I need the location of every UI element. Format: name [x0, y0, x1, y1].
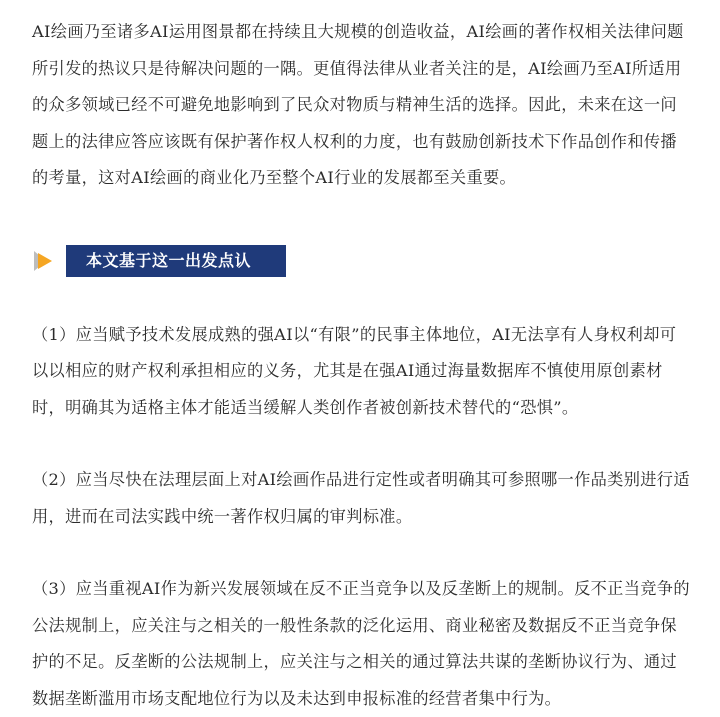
point-line: 公法规制上，应关注与之相关的一般性条款的泛化运用、商业秘密及数据反不正当竞争保: [32, 608, 692, 645]
intro-line: 的众多领域已经不可避免地影响到了民众对物质与精神生活的选择。因此，未来在这一问: [32, 87, 692, 124]
section-heading: [32, 245, 692, 277]
article-body: [32, 14, 692, 717]
point-line: （2）应当尽快在法理层面上对AI绘画作品进行定性或者明确其可参照哪一作品类别进行适: [32, 462, 692, 499]
point-line: （3）应当重视AI作为新兴发展领域在反不正当竞争以及反垄断上的规制。反不正当竞争的: [32, 571, 692, 608]
point-line: 护的不足。反垄断的公法规制上，应关注与之相关的通过算法共谋的垄断协议行为、通过: [32, 644, 692, 681]
paragraph-gap: [32, 535, 692, 571]
intro-line: 的考量，这对AI绘画的商业化乃至整个AI行业的发展都至关重要。: [32, 160, 692, 197]
point-2-paragraph: [32, 462, 692, 535]
point-line: 时，明确其为适格主体才能适当缓解人类创作者被创新技术替代的“恐惧”。: [32, 390, 692, 427]
intro-line: 所引发的热议只是待解决问题的一隅。更值得法律从业者关注的是，AI绘画乃至AI所适用: [32, 51, 692, 88]
play-triangle-icon: [32, 249, 56, 273]
point-line: 用，进而在司法实践中统一著作权归属的审判标准。: [32, 499, 692, 536]
point-line: （1）应当赋予技术发展成熟的强AI以“有限”的民事主体地位，AI无法享有人身权利却可: [32, 317, 692, 354]
point-1-paragraph: [32, 317, 692, 427]
intro-paragraph: [32, 14, 692, 197]
paragraph-gap: [32, 426, 692, 462]
point-line: 以以相应的财产权利承担相应的义务，尤其是在强AI通过海量数据库不慎使用原创素材: [32, 353, 692, 390]
intro-line: AI绘画乃至诸多AI运用图景都在持续且大规模的创造收益，AI绘画的著作权相关法律问题: [32, 14, 692, 51]
section-heading-label: 本文基于这一出发点认为: [66, 245, 286, 277]
intro-line: 题上的法律应答应该既有保护著作权人权利的力度，也有鼓励创新技术下作品创作和传播: [32, 124, 692, 161]
point-line: 数据垄断滥用市场支配地位行为以及未达到申报标准的经营者集中行为。: [32, 681, 692, 717]
point-3-paragraph: [32, 571, 692, 717]
